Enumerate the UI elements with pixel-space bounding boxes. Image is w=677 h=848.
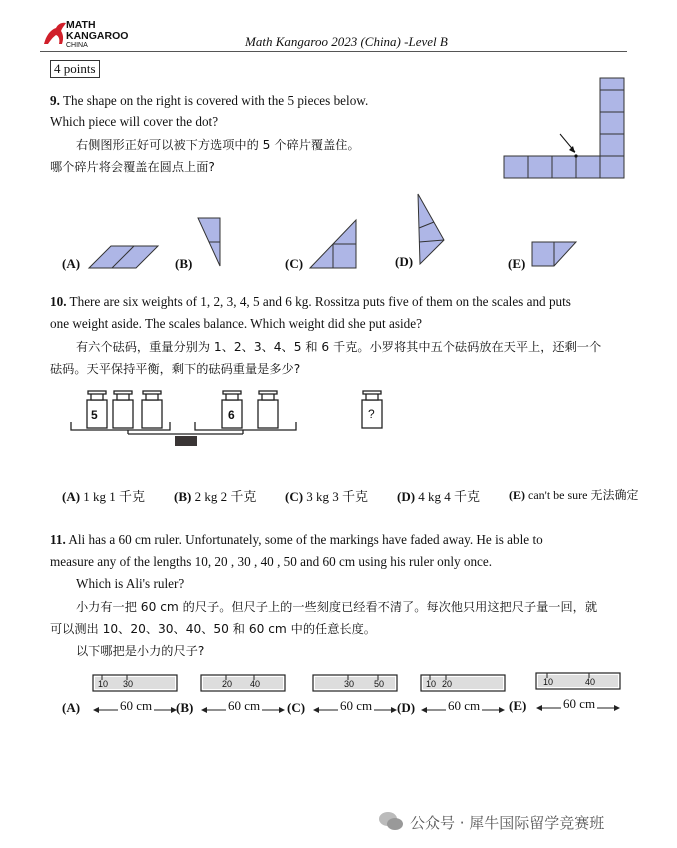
q10-option-d-text: 4 kg 4 千克 (418, 489, 481, 504)
q9-piece-a (88, 244, 160, 270)
q10-weight-6-label: 6 (228, 408, 235, 422)
q11-ruler-mark: 50 (374, 679, 385, 689)
q10-option-a-letter: (A) (62, 489, 81, 504)
q11-option-c-label: (C) (287, 700, 306, 715)
q11-ruler-mark: 40 (250, 679, 261, 689)
q10-option-b-text: 2 kg 2 千克 (194, 489, 257, 504)
q11-ruler-mark: 40 (585, 677, 596, 687)
q10-option-b-letter: (B) (174, 489, 192, 504)
q9-number: 9. (50, 93, 60, 108)
q11-ruler-length-label: 60 cm (228, 698, 261, 713)
q11-en-line1: Ali has a 60 cm ruler. Unfortunately, some of the markings have faded away. He is able to (68, 532, 543, 547)
logo-line-math: MATH (66, 19, 96, 31)
q10-scales (68, 386, 308, 452)
points-box: 4 points (50, 60, 100, 78)
q11-ruler-mark: 10 (543, 677, 554, 687)
q10-option-e-letter: (E) (509, 488, 525, 502)
q10-weight-5-label: 5 (91, 408, 98, 422)
q10-number: 10. (50, 294, 67, 309)
q11-ruler-length-label: 60 cm (340, 698, 373, 713)
q10-text-en-1 (50, 294, 571, 310)
q10-en-line2: one weight aside. The scales balance. Which weight did she put aside? (50, 316, 422, 331)
q11-option-b-label: (B) (176, 700, 194, 715)
q10-en-line1: There are six weights of 1, 2, 3, 4, 5 and 6 kg. Rossitza puts five of them on the scales and puts (69, 294, 571, 309)
q9-text-en-1 (50, 93, 368, 109)
q11-option-a-label: (A) (62, 700, 81, 715)
q11-option-d-label: (D) (397, 700, 416, 715)
q9-option-e-label: (E) (508, 256, 526, 271)
q10-unknown-weight-label: ? (368, 407, 375, 421)
q11-ruler-mark: 20 (222, 679, 233, 689)
logo-text (66, 20, 128, 50)
q11-ruler-length-label: 60 cm (120, 698, 153, 713)
header (0, 0, 677, 56)
q11-ruler-mark: 30 (344, 679, 355, 689)
q11-ruler-mark: 30 (123, 679, 134, 689)
q9-option-b-label: (B) (175, 256, 193, 271)
logo-line-kangaroo: KANGAROO (66, 30, 129, 42)
q11-text-en-1 (50, 532, 543, 548)
q9-zh-line2: 哪个碎片将会覆盖在圆点上面? (50, 160, 215, 174)
q9-en-line1: The shape on the right is covered with the 5 pieces below. (62, 93, 369, 108)
q11-ruler-mark: 10 (426, 679, 437, 689)
q10-option-b (174, 486, 256, 505)
q9-piece-b (196, 216, 224, 270)
q10-option-a-text: 1 kg 1 千克 (83, 489, 146, 504)
q11-zh-line1: 小力有一把 60 cm 的尺子。但尺子上的一些刻度已经看不清了。每次他只用这把尺子量一回，就 (76, 600, 598, 614)
q11-option-e-label: (E) (509, 698, 527, 713)
q9-option-a-label: (A) (62, 256, 81, 271)
wechat-icon (378, 810, 404, 832)
q11-zh-line2: 可以测出 10、20、30、40、50 和 60 cm 中的任意长度。 (50, 622, 376, 636)
q9-option-d-label: (D) (395, 254, 414, 269)
q10-option-c-letter: (C) (285, 489, 304, 504)
q9-en-line2: Which piece will cover the dot? (50, 114, 219, 129)
q11-en-line3: Which is Ali's ruler? (76, 576, 185, 591)
q11-number: 11. (50, 532, 66, 547)
q11-ruler-length-label: 60 cm (563, 696, 596, 711)
q11-ruler-mark: 10 (98, 679, 109, 689)
q10-option-d-letter: (D) (397, 489, 416, 504)
q10-option-c-text: 3 kg 3 千克 (306, 489, 369, 504)
watermark-text: 公众号 · 犀牛国际留学竞赛班 (410, 814, 605, 832)
q10-option-e (509, 486, 638, 503)
q11-zh-line3: 以下哪把是小力的尺子? (76, 644, 205, 658)
header-divider (40, 51, 627, 52)
q9-option-c-label: (C) (285, 256, 304, 271)
q10-option-d (397, 486, 480, 505)
q9-zh-line1: 右侧图形正好可以被下方选项中的 5 个碎片覆盖住。 (76, 138, 360, 152)
q10-option-a (62, 486, 145, 505)
page-header-title: Math Kangaroo 2023 (China) -Level B (245, 34, 448, 49)
q11-ruler-mark: 20 (442, 679, 453, 689)
q10-zh-line2: 砝码。天平保持平衡，剩下的砝码重量是多少? (50, 362, 301, 376)
q10-option-c (285, 486, 368, 505)
q9-target-shape (500, 78, 630, 182)
q10-option-e-text: can't be sure 无法确定 (528, 488, 639, 502)
logo-line-china: CHINA (66, 42, 88, 49)
q9-piece-e (530, 240, 580, 270)
q11-en-line2: measure any of the lengths 10, 20 , 30 , 40 , 50 and 60 cm using his ruler only once. (50, 554, 493, 569)
q11-ruler-length-label: 60 cm (448, 698, 481, 713)
q9-piece-d (414, 192, 448, 268)
q9-piece-c (308, 218, 360, 270)
q9-dot (574, 154, 577, 157)
q10-zh-line1: 有六个砝码，重量分别为 1、2、3、4、5 和 6 千克。小罗将其中五个砝码放在天平上，还剩一个 (76, 340, 602, 354)
